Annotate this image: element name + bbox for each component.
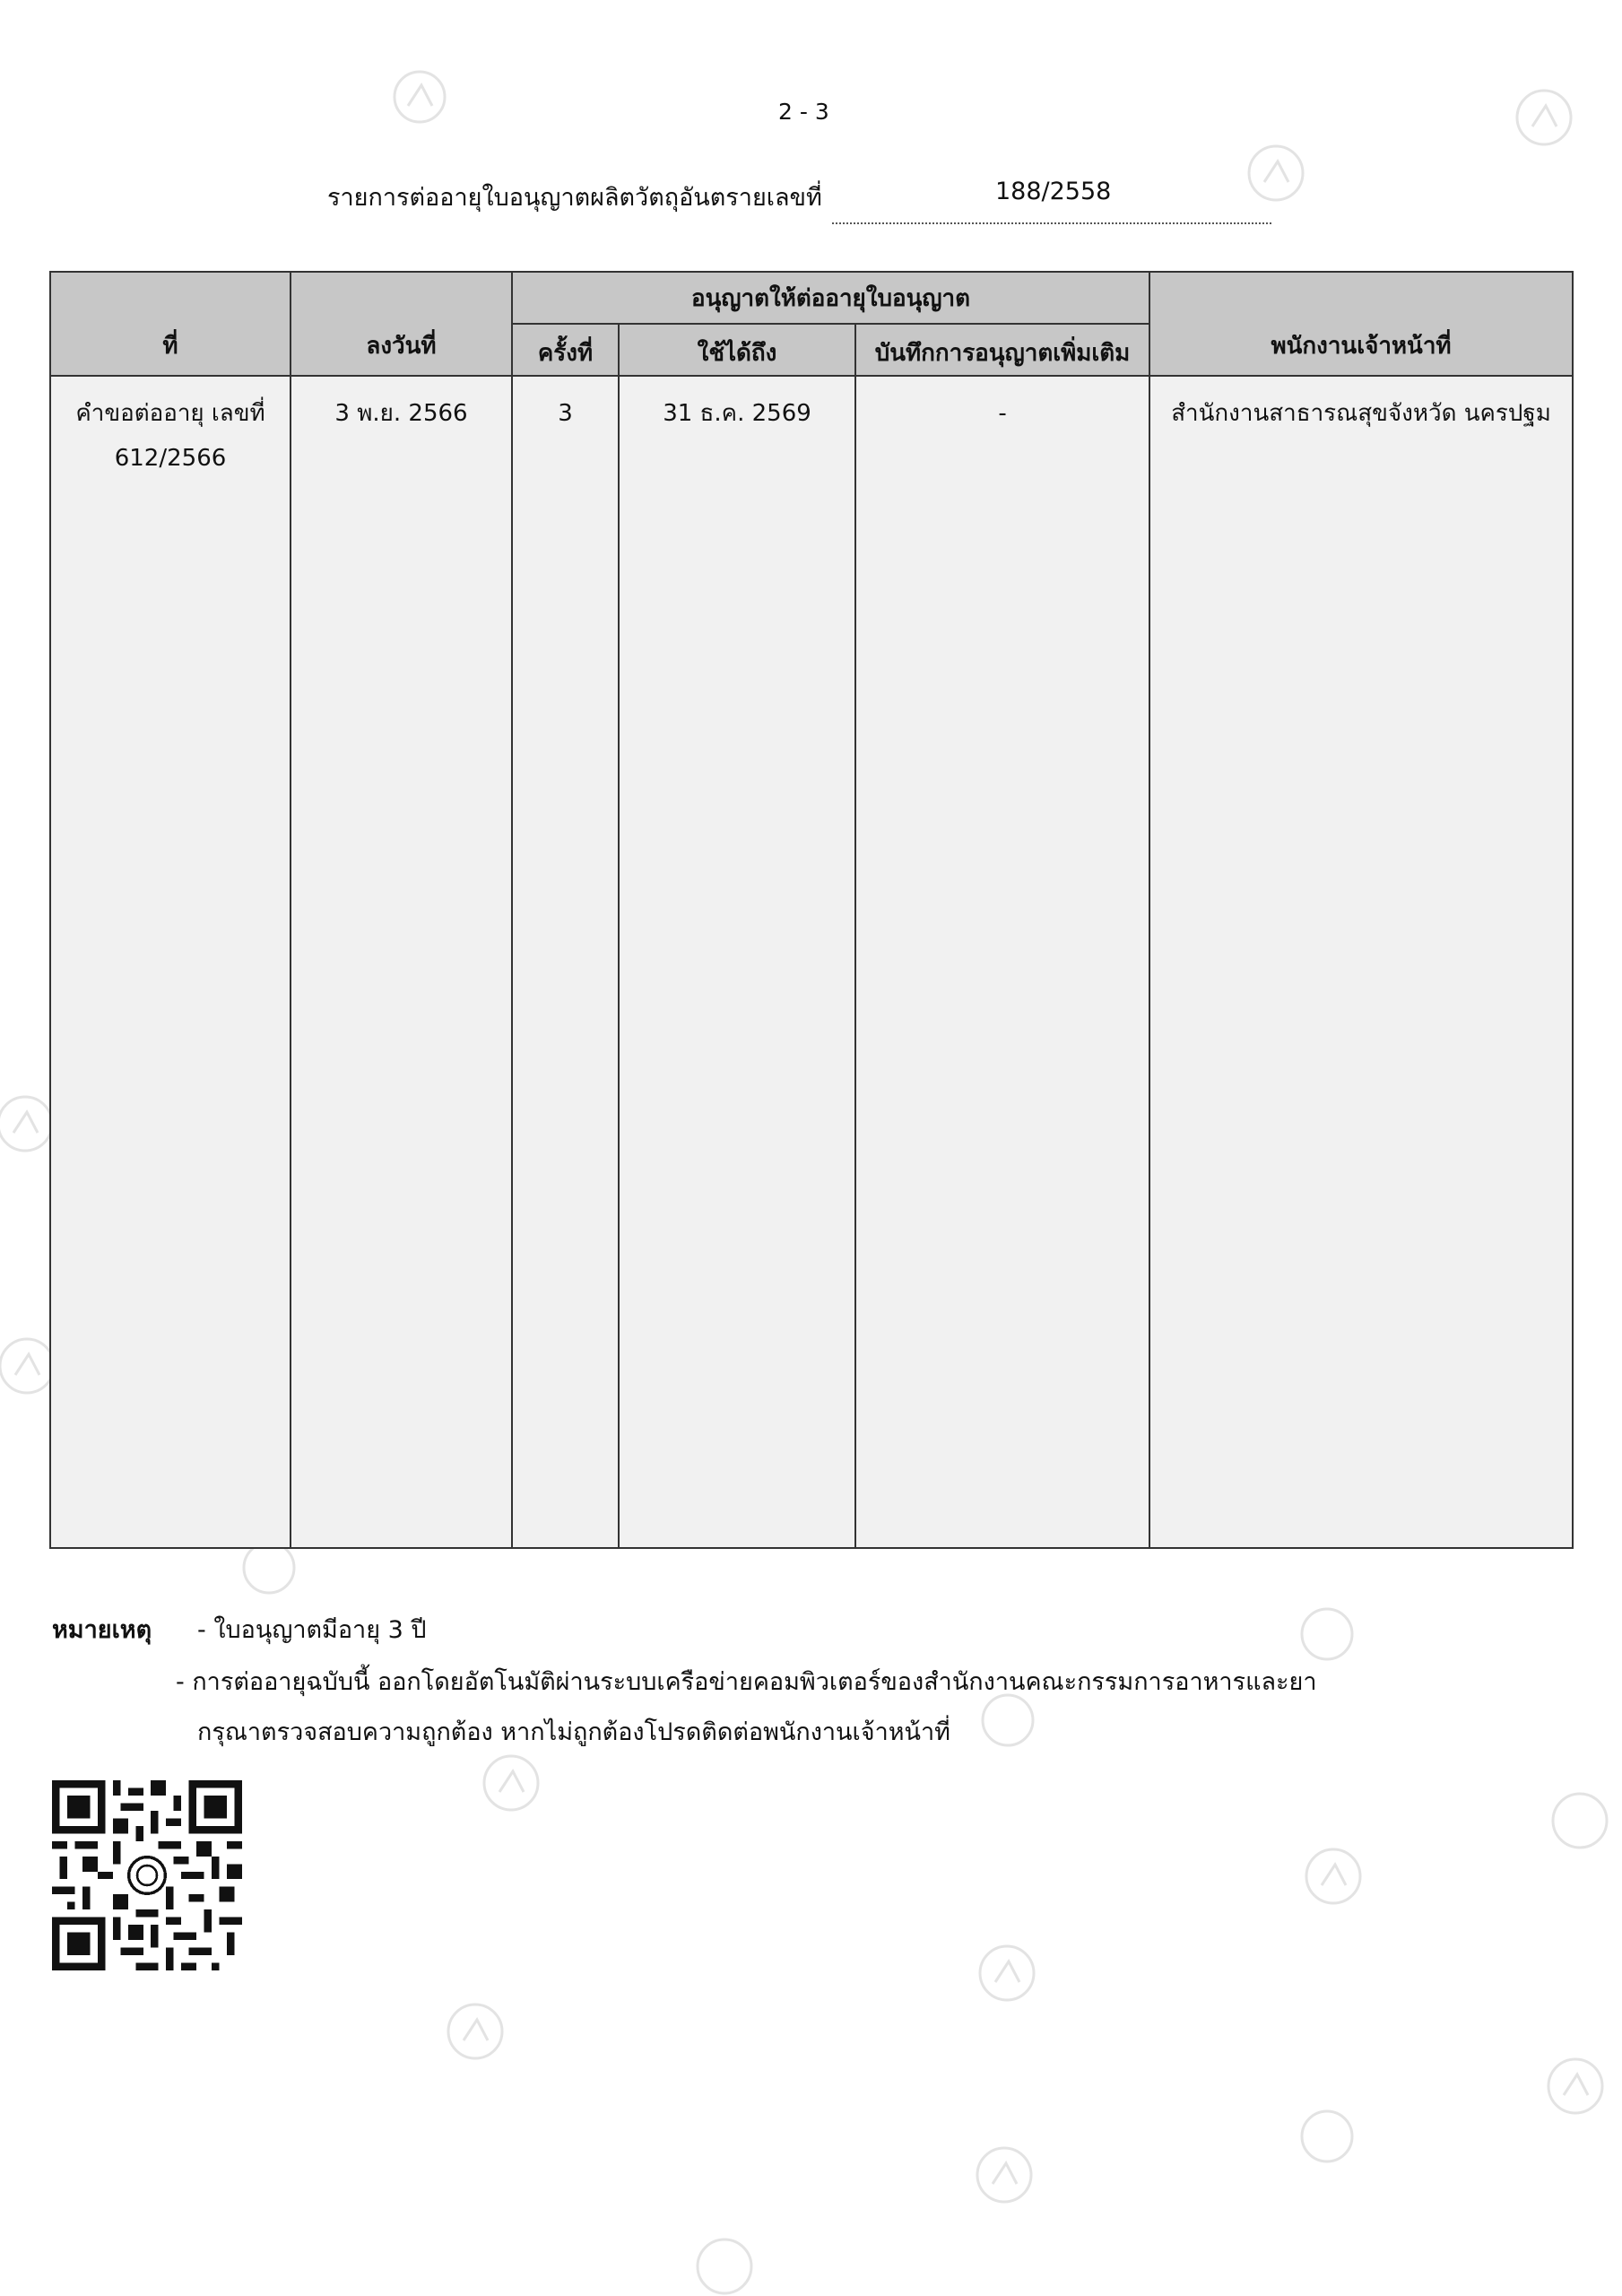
column-header-round: ครั้งที่ [512, 324, 619, 376]
table-row [50, 376, 1573, 1548]
cell-note: - [855, 376, 1149, 1548]
remarks-title: หมายเหตุ [52, 1616, 152, 1644]
column-header-no: ที่ [50, 272, 291, 376]
license-renewal-table [49, 271, 1574, 1549]
remark-line-3: กรุณาตรวจสอบความถูกต้อง หากไม่ถูกต้องโปรดติดต่อพนักงานเจ้าหน้าที่ [197, 1718, 950, 1746]
page-number: 2 - 3 [778, 99, 829, 125]
request-no-line2: 612/2566 [114, 445, 227, 472]
remark-line-2: - การต่ออายุฉบับนี้ ออกโดยอัตโนมัติผ่านระบบเครือข่ายคอมพิวเตอร์ของสำนักงานคณะกรรมการอาหารและยา [176, 1668, 1317, 1696]
license-number-dotted-line [832, 222, 1271, 224]
license-number: 188/2558 [995, 178, 1112, 205]
document-header-label: รายการต่ออายุใบอนุญาตผลิตวัตถุอันตรายเลขที่ [327, 184, 822, 212]
column-group-header-renewal: อนุญาตให้ต่ออายุใบอนุญาต [512, 272, 1149, 324]
request-no-line1: คำขอต่ออายุ เลขที่ [75, 400, 265, 427]
cell-date: 3 พ.ย. 2566 [291, 376, 512, 1548]
column-header-valid-until: ใช้ได้ถึง [619, 324, 855, 376]
column-header-note: บันทึกการอนุญาตเพิ่มเติม [855, 324, 1149, 376]
remark-line-1: - ใบอนุญาตมีอายุ 3 ปี [197, 1616, 427, 1644]
column-header-officer: พนักงานเจ้าหน้าที่ [1149, 272, 1573, 376]
qr-code [52, 1780, 242, 1970]
column-header-date: ลงวันที่ [291, 272, 512, 376]
cell-valid-until: 31 ธ.ค. 2569 [619, 376, 855, 1548]
cell-request-no [50, 376, 291, 1548]
cell-officer: สำนักงานสาธารณสุขจังหวัด นครปฐม [1149, 376, 1573, 1548]
cell-round: 3 [512, 376, 619, 1548]
